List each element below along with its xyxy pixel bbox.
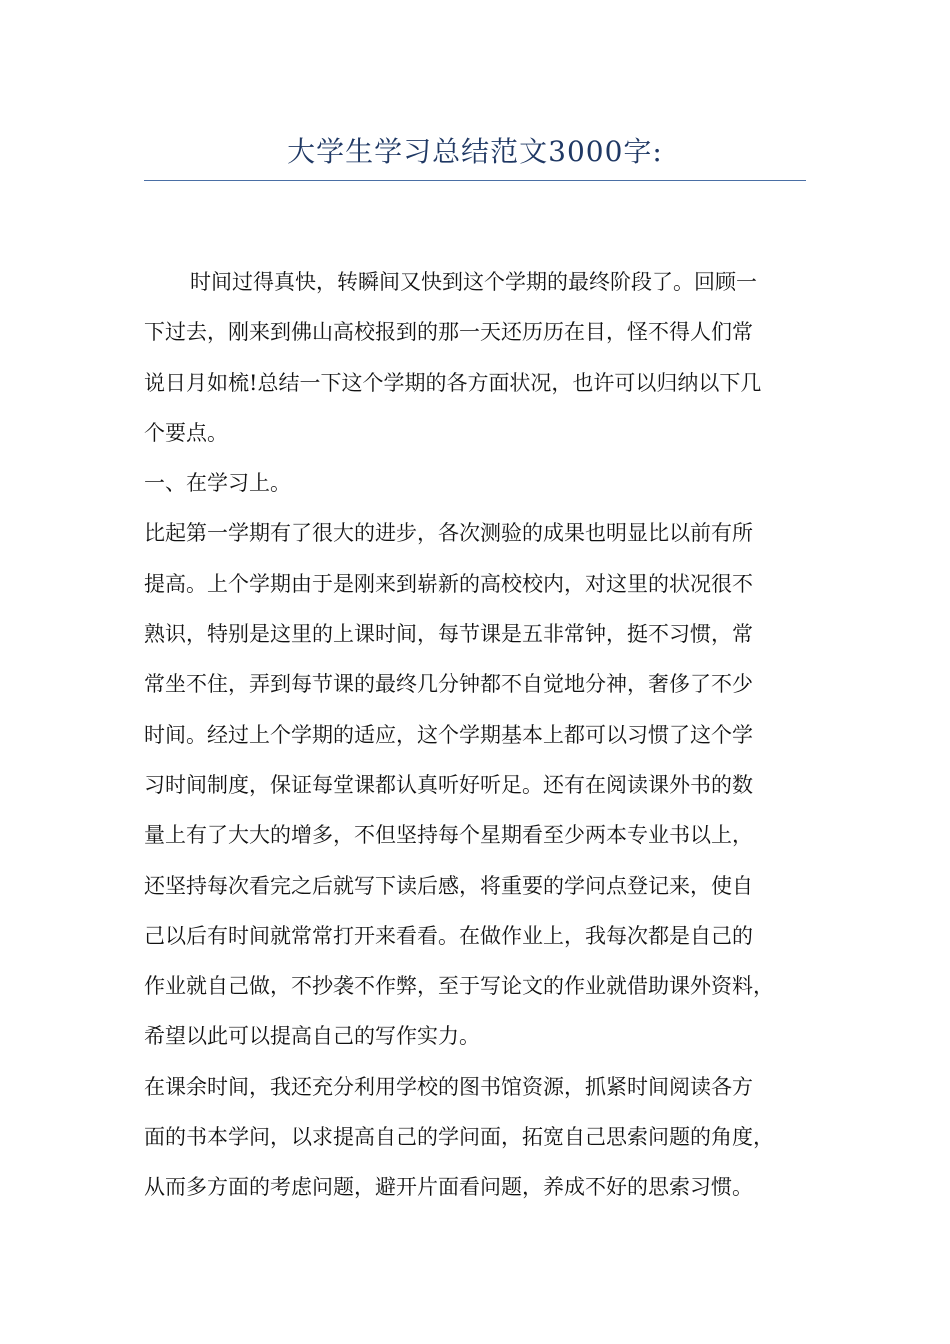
text-line: 提高。上个学期由于是刚来到崭新的高校校内，对这里的状况很不 (144, 571, 753, 596)
text-line: 习时间制度，保证每堂课都认真听好听足。还有在阅读课外书的数 (144, 772, 753, 797)
text-line: 面的书本学问，以求提高自己的学问面，拓宽自己思索问题的角度， (144, 1125, 774, 1150)
section-heading: 一、在学习上。 (144, 471, 291, 496)
text-line: 说日月如梳!总结一下这个学期的各方面状况，也许可以归纳以下几 (144, 370, 762, 395)
text-line: 在课余时间，我还充分利用学校的图书馆资源，抓紧时间阅读各方 (144, 1074, 753, 1099)
text-line: 常坐不住，弄到每节课的最终几分钟都不自觉地分神，奢侈了不少 (144, 672, 753, 697)
text-line: 从而多方面的考虑问题，避开片面看问题，养成不好的思索习惯。 (144, 1175, 753, 1200)
text-line: 时间。经过上个学期的适应，这个学期基本上都可以习惯了这个学 (144, 722, 753, 747)
text-line: 下过去，刚来到佛山高校报到的那一天还历历在目，怪不得人们常 (144, 320, 753, 345)
text-line: 己以后有时间就常常打开来看看。在做作业上，我每次都是自己的 (144, 923, 753, 948)
text-line: 时间过得真快，转瞬间又快到这个学期的最终阶段了。回顾一 (190, 270, 757, 294)
text-line: 个要点。 (144, 420, 228, 445)
text-line: 还坚持每次看完之后就写下读后感，将重要的学问点登记来，使自 (144, 873, 753, 898)
title-underline (144, 180, 806, 181)
text-line: 希望以此可以提高自己的写作实力。 (144, 1024, 480, 1049)
text-line: 比起第一学期有了很大的进步，各次测验的成果也明显比以前有所 (144, 521, 753, 546)
document-body (144, 257, 806, 1213)
text-line: 作业就自己做，不抄袭不作弊，至于写论文的作业就借助课外资料， (144, 974, 774, 999)
text-line: 量上有了大大的增多，不但坚持每个星期看至少两本专业书以上， (144, 823, 753, 848)
document-title: 大学生学习总结范文3000字: (287, 135, 663, 168)
text-line: 熟识，特别是这里的上课时间，每节课是五非常钟，挺不习惯，常 (144, 622, 753, 647)
